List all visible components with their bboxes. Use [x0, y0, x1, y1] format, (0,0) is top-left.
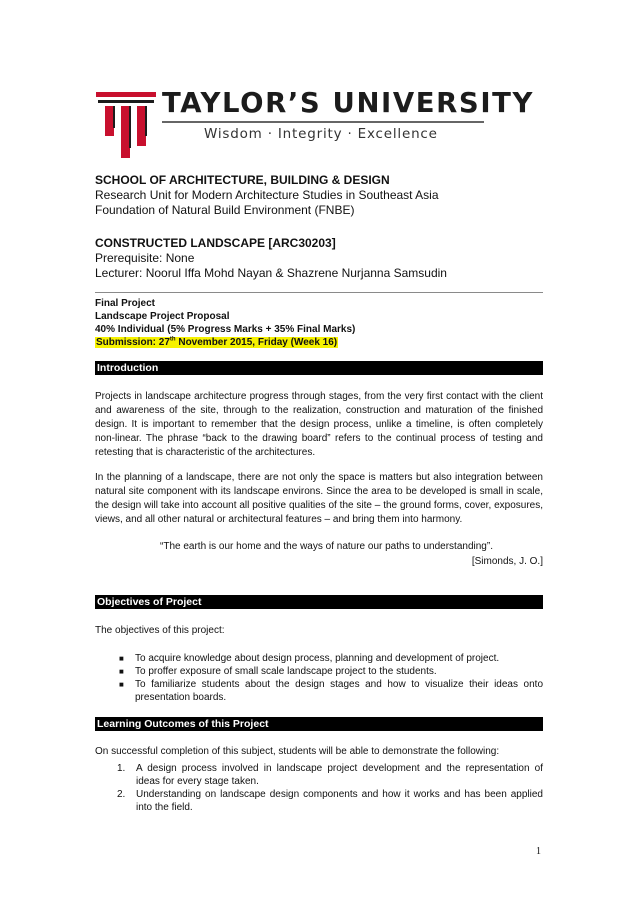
university-crest-icon	[96, 86, 160, 158]
project-weight: 40% Individual (5% Progress Marks + 35% Final Marks)	[95, 324, 356, 335]
list-item: ■ To acquire knowledge about design process, planning and development of project.	[119, 653, 500, 664]
objectives-heading: Objectives of Project	[95, 595, 543, 609]
submission-suffix: November 2015, Friday (Week 16)	[175, 337, 338, 348]
project-name: Landscape Project Proposal	[95, 311, 230, 322]
university-tagline: Wisdom · Integrity · Excellence	[204, 126, 438, 142]
university-name: TAYLOR’S UNIVERSITY	[162, 87, 535, 119]
introduction-paragraph-2: In the planning of a landscape, there are not only the space is matters but also integration between natural site component with its landscape environs. Since the area to be developed is small in scale, the design will take into account all positive qualities of the site – the ground forms, cover, exposures, views, and all other natural or architectural features – and bring them into harmony.	[95, 472, 543, 525]
bullet-icon: ■	[119, 680, 124, 689]
quote-text: “The earth is our home and the ways of nature our paths to understanding”.	[160, 541, 493, 552]
list-item: ■ To proffer exposure of small scale landscape project to the students.	[119, 666, 437, 677]
list-item: 2. Understanding on landscape design components and how it works and has been applied into the field.	[117, 789, 543, 813]
outcomes-list	[95, 762, 543, 814]
outcomes-intro: On successful completion of this subject, students will be able to demonstrate the following:	[95, 746, 500, 757]
page-number: 1	[536, 846, 541, 857]
submission-prefix: Submission: 27	[96, 337, 170, 348]
section-divider	[95, 292, 543, 293]
bullet-icon: ■	[119, 654, 124, 663]
submission-suffix-ordinal: th	[169, 336, 176, 343]
course-lecturer: Lecturer: Noorul Iffa Mohd Nayan & Shazrene Nurjanna Samsudin	[95, 266, 447, 280]
research-unit: Research Unit for Modern Architecture Studies in Southeast Asia	[95, 188, 439, 202]
course-prerequisite: Prerequisite: None	[95, 251, 195, 265]
introduction-paragraph-1: Projects in landscape architecture progress through stages, from the very first contact with the client and awareness of the site, through to the realization, construction and maturation of the finished design. It is important to remember that the design process, unlike a timeline, is often completely non-linear. The phrase “back to the drawing board” refers to the continual process of testing and retesting that is characteristic of the architectures.	[95, 391, 543, 458]
foundation-name: Foundation of Natural Build Environment (FNBE)	[95, 203, 355, 217]
objectives-intro: The objectives of this project:	[95, 625, 225, 636]
list-item: ■ To familiarize students about the design stages and how to visualize their ideas onto presentation boards.	[119, 679, 543, 703]
project-label: Final Project	[95, 298, 156, 309]
university-logo	[96, 86, 535, 158]
bullet-icon: ■	[119, 667, 124, 676]
logo-divider	[162, 121, 484, 123]
quote-citation: [Simonds, J. O.]	[471, 556, 543, 567]
school-name: SCHOOL OF ARCHITECTURE, BUILDING & DESIGN	[95, 173, 390, 187]
outcomes-heading: Learning Outcomes of this Project	[95, 717, 543, 731]
introduction-heading: Introduction	[95, 361, 543, 375]
list-item: 1. A design process involved in landscape project development and the representation of ideas for every stage taken.	[117, 763, 543, 787]
submission-date	[95, 336, 338, 349]
course-title: CONSTRUCTED LANDSCAPE [ARC30203]	[95, 236, 336, 250]
objectives-list	[95, 652, 543, 704]
